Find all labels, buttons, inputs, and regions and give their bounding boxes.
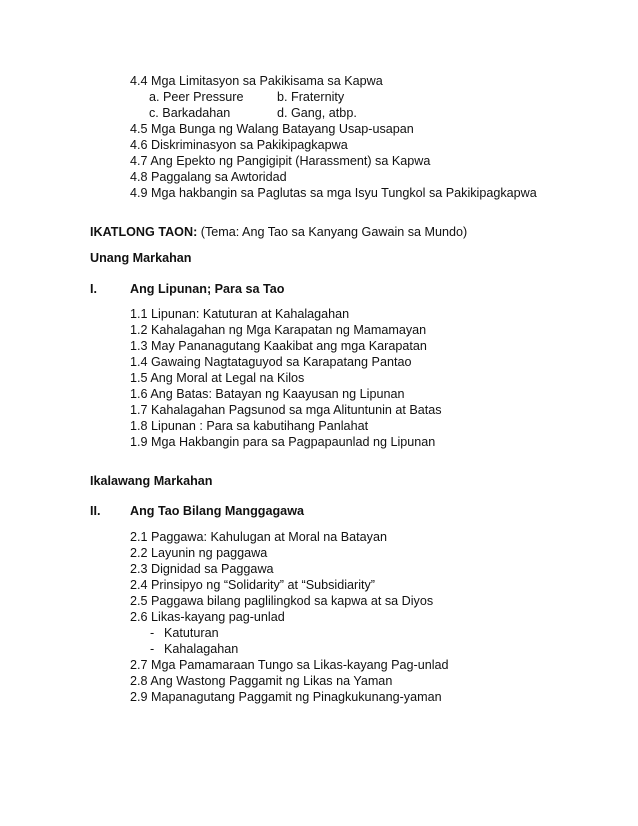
list-item-1-5: [130, 370, 304, 386]
item-text: May Pananagutang Kaakibat ang mga Karapatan: [151, 339, 427, 353]
quarter-1-title: Unang Markahan: [90, 251, 192, 265]
item-text: Diskriminasyon sa Pakikipagkapwa: [151, 138, 348, 152]
section-2-title: Ang Tao Bilang Manggagawa: [130, 504, 304, 518]
item-number: 2.7: [130, 658, 148, 672]
section-1-title: Ang Lipunan; Para sa Tao: [130, 282, 285, 296]
item-text: Prinsipyo ng “Solidarity” at “Subsidiarity”: [151, 578, 375, 592]
list-item-2-6: [130, 609, 285, 625]
item-number: 1.2: [130, 323, 148, 337]
list-item-4-9: [130, 185, 537, 201]
list-item-4-7: [130, 153, 430, 169]
list-item-2-2: [130, 545, 267, 561]
list-item-1-9: [130, 434, 435, 450]
item-text: Gawaing Nagtataguyod sa Karapatang Pantao: [151, 355, 412, 369]
dash-item-text: Katuturan: [164, 626, 219, 640]
sub-item-text: b. Fraternity: [277, 90, 345, 104]
list-item-2-8: [130, 673, 392, 689]
list-item-4-8: [130, 169, 287, 185]
year-heading: [90, 224, 467, 240]
item-text: Mga Bunga ng Walang Batayang Usap-usapan: [151, 122, 414, 136]
item-number: 2.5: [130, 594, 148, 608]
item-number: 4.6: [130, 138, 148, 152]
list-item-4-5: [130, 121, 414, 137]
item-text: Paggawa bilang paglilingkod sa kapwa at sa Diyos: [151, 594, 434, 608]
year-theme: (Tema: Ang Tao sa Kanyang Gawain sa Mundo): [200, 225, 468, 239]
item-text: Mga hakbangin sa Paglutas sa mga Isyu Tungkol sa Pakikipagkapwa: [151, 186, 537, 200]
item-text: Kahalagahan Pagsunod sa mga Alituntunin at Batas: [151, 403, 442, 417]
sub-item-text: d. Gang, atbp.: [277, 106, 357, 120]
sub-item-b: [277, 89, 344, 105]
item-number: 2.6: [130, 610, 148, 624]
item-number: 4.4: [130, 74, 148, 88]
sub-item-text: c. Barkadahan: [149, 106, 231, 120]
list-item-2-7: [130, 657, 449, 673]
list-item-2-4: [130, 577, 375, 593]
list-item-1-3: [130, 338, 427, 354]
item-number: 4.5: [130, 122, 148, 136]
item-number: 2.3: [130, 562, 148, 576]
list-item-2-1: [130, 529, 387, 545]
item-text: Layunin ng paggawa: [151, 546, 268, 560]
item-text: Ang Wastong Paggamit ng Likas na Yaman: [150, 674, 393, 688]
sub-item-a: [149, 89, 244, 105]
dash-marker: -: [150, 642, 155, 656]
list-item-1-2: [130, 322, 426, 338]
item-number: 4.7: [130, 154, 148, 168]
item-number: 4.8: [130, 170, 148, 184]
list-item-1-1: [130, 306, 349, 322]
sub-item-text: a. Peer Pressure: [149, 90, 244, 104]
item-number: 2.1: [130, 530, 148, 544]
item-text: Dignidad sa Paggawa: [151, 562, 274, 576]
item-text: Likas-kayang pag-unlad: [151, 610, 285, 624]
dash-item-kahalagahan: [150, 641, 238, 657]
sub-item-c: [149, 105, 230, 121]
item-number: 2.2: [130, 546, 148, 560]
list-item-1-7: [130, 402, 442, 418]
section-1-number: I.: [90, 282, 97, 296]
list-item-1-8: [130, 418, 368, 434]
item-number: 1.3: [130, 339, 148, 353]
item-number: 1.7: [130, 403, 148, 417]
list-item-2-9: [130, 689, 442, 705]
item-text: Mga Limitasyon sa Pakikisama sa Kapwa: [151, 74, 383, 88]
item-number: 4.9: [130, 186, 148, 200]
item-number: 1.6: [130, 387, 148, 401]
item-text: Lipunan : Para sa kabutihang Panlahat: [151, 419, 369, 433]
item-text: Mga Pamamaraan Tungo sa Likas-kayang Pag-unlad: [151, 658, 449, 672]
item-text: Kahalagahan ng Mga Karapatan ng Mamamayan: [151, 323, 427, 337]
item-number: 1.1: [130, 307, 148, 321]
item-number: 1.5: [130, 371, 148, 385]
list-item-1-6: [130, 386, 405, 402]
list-item-4-4: [130, 73, 383, 89]
item-text: Mapanagutang Paggamit ng Pinagkukunang-yaman: [151, 690, 442, 704]
quarter-2-title: Ikalawang Markahan: [90, 474, 213, 488]
item-number: 2.8: [130, 674, 148, 688]
item-text: Ang Epekto ng Pangigipit (Harassment) sa Kapwa: [150, 154, 431, 168]
list-item-4-6: [130, 137, 348, 153]
item-number: 2.4: [130, 578, 148, 592]
section-2-number: II.: [90, 504, 101, 518]
item-text: Paggalang sa Awtoridad: [151, 170, 287, 184]
dash-item-katuturan: [150, 625, 219, 641]
list-item-1-4: [130, 354, 411, 370]
item-text: Mga Hakbangin para sa Pagpapaunlad ng Lipunan: [151, 435, 436, 449]
year-label: IKATLONG TAON:: [90, 225, 198, 239]
item-number: 1.9: [130, 435, 148, 449]
list-item-2-5: [130, 593, 433, 609]
item-text: Ang Moral at Legal na Kilos: [150, 371, 305, 385]
item-number: 1.4: [130, 355, 148, 369]
item-text: Paggawa: Kahulugan at Moral na Batayan: [151, 530, 387, 544]
sub-item-d: [277, 105, 357, 121]
item-text: Ang Batas: Batayan ng Kaayusan ng Lipunan: [150, 387, 405, 401]
item-number: 1.8: [130, 419, 148, 433]
dash-item-text: Kahalagahan: [164, 642, 239, 656]
item-number: 2.9: [130, 690, 148, 704]
list-item-2-3: [130, 561, 274, 577]
item-text: Lipunan: Katuturan at Kahalagahan: [151, 307, 350, 321]
dash-marker: -: [150, 626, 155, 640]
